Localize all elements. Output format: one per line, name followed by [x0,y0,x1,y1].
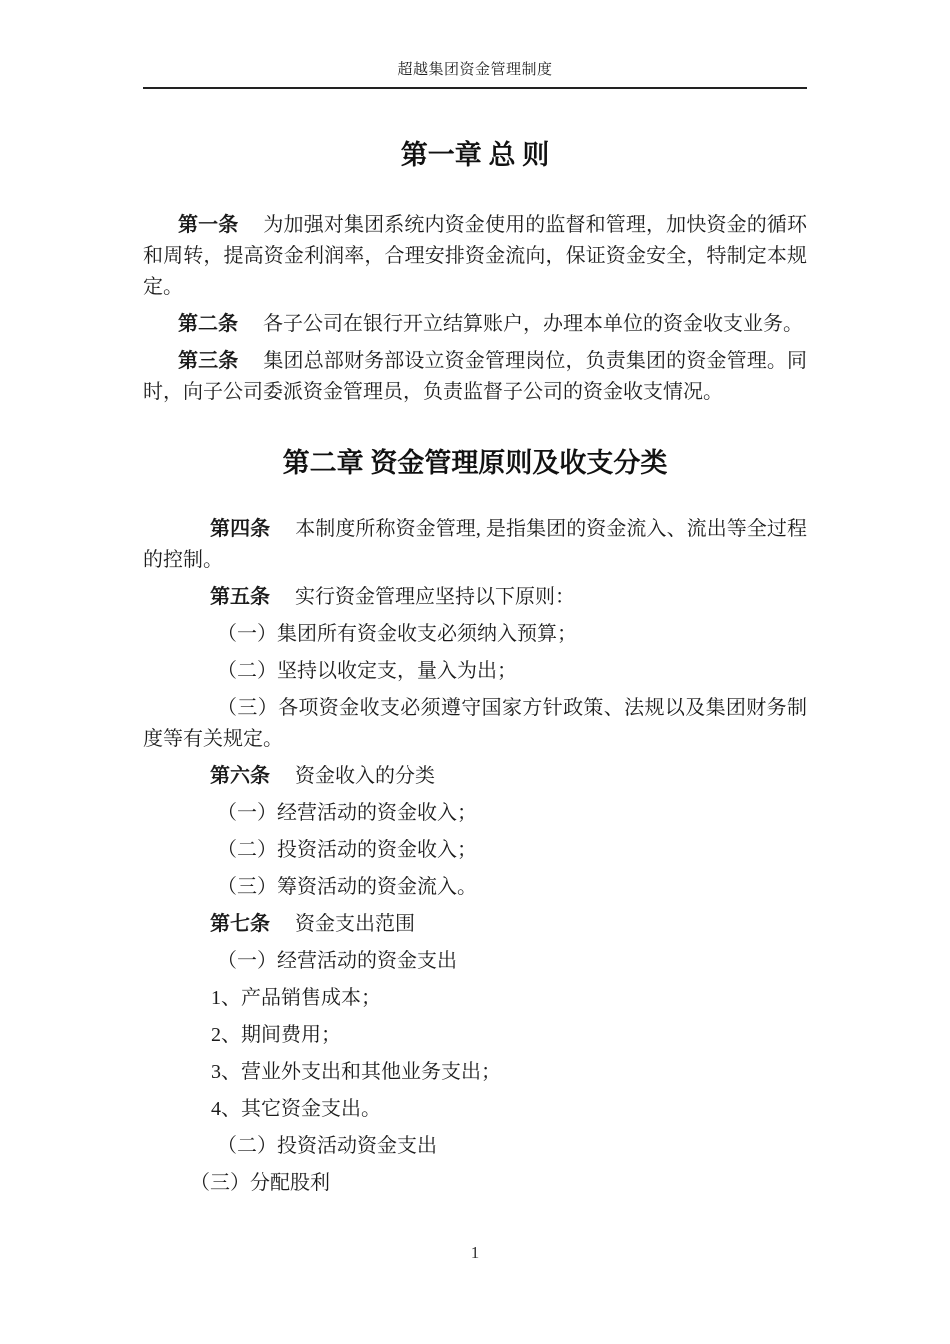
document-body [143,140,807,1199]
article-2-text: 各子公司在银行开立结算账户，办理本单位的资金收支业务。 [263,313,803,335]
article-6-label: 第六条 [210,765,270,787]
article-7-number-3: 3、营业外支出和其他业务支出； [211,1061,501,1083]
article-7-number-1: 1、产品销售成本； [211,987,381,1009]
article-6-text: 资金收入的分类 [295,765,435,787]
article-3 [143,346,807,408]
article-4 [143,514,807,576]
article-5-label: 第五条 [210,586,270,608]
article-1-label: 第一条 [178,214,239,236]
article-7-label: 第七条 [210,913,270,935]
article-7-text: 资金支出范围 [295,913,415,935]
article-6-item-1: （一）经营活动的资金收入； [217,802,477,824]
article-5-text: 实行资金管理应坚持以下原则： [295,586,575,608]
article-2 [143,309,807,340]
article-6-item-3: （三）筹资活动的资金流入。 [217,876,477,898]
article-5-item-1: （一）集团所有资金收支必须纳入预算； [217,623,577,645]
article-5-item-2: （二）坚持以收定支，量入为出； [217,660,517,682]
article-5-item-3: （三）各项资金收支必须遵守国家方针政策、法规以及集团财务制度等有关规定。 [143,697,807,750]
article-4-text: 本制度所称资金管理, 是指集团的资金流入、流出等全过程的控制。 [143,518,808,571]
article-5 [143,582,807,613]
article-4-label: 第四条 [210,518,271,540]
article-7-number-2: 2、期间费用； [211,1024,341,1046]
page-header [143,60,807,89]
article-3-label: 第三条 [178,350,239,372]
chapter1-title: 第一章 总 则 [400,140,550,170]
article-7 [143,909,807,940]
article-7-item-3: （三）分配股利 [190,1172,330,1194]
article-7-item-2: （二）投资活动资金支出 [217,1135,437,1157]
page-number: 1 [470,1243,480,1262]
article-7-item-1: （一）经营活动的资金支出 [217,950,457,972]
article-7-number-4: 4、其它资金支出。 [211,1098,381,1120]
article-1 [143,210,807,303]
article-6 [143,761,807,792]
chapter2-title: 第二章 资金管理原则及收支分类 [282,448,668,478]
header-title: 超越集团资金管理制度 [397,62,553,78]
article-6-item-2: （二）投资活动的资金收入； [217,839,477,861]
article-3-text: 集团总部财务部设立资金管理岗位，负责集团的资金管理。同时，向子公司委派资金管理员，负责监督子公司的资金收支情况。 [143,350,808,403]
article-2-label: 第二条 [178,313,238,335]
article-1-text: 为加强对集团系统内资金使用的监督和管理，加快资金的循环和周转，提高资金利润率，合理安排资金流向，保证资金安全，特制定本规定。 [143,214,808,298]
